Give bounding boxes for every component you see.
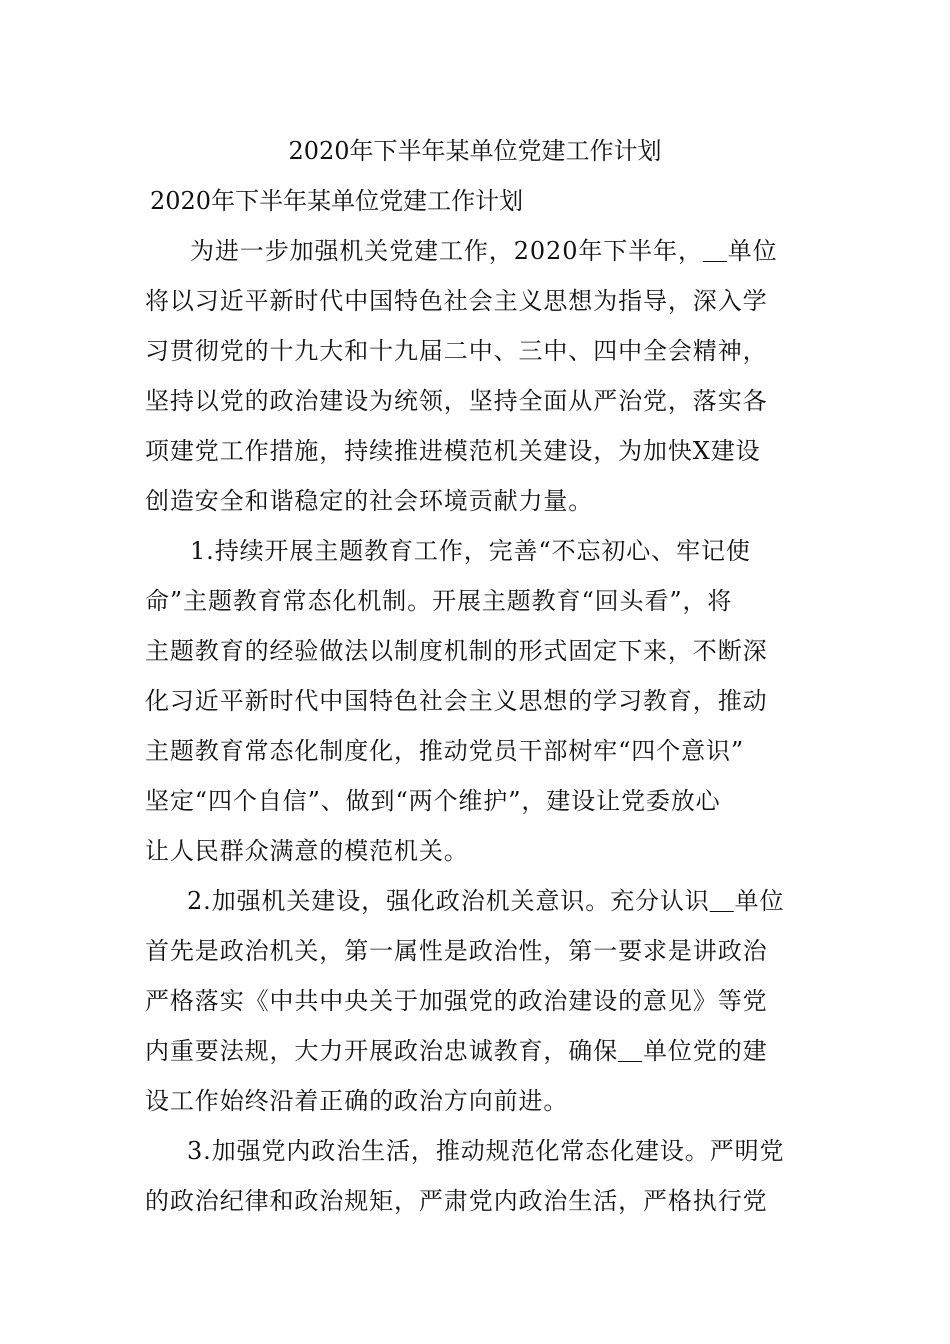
paragraph-1-line-4: 坚持以党的政治建设为统领，坚持全面从严治党，落实各 [145,387,768,415]
paragraph-3-line-3: 严格落实《中共中央关于加强党的政治建设的意见》等党 [145,987,768,1015]
document-title: 2020年下半年某单位党建工作计划 [288,137,662,165]
paragraph-2-line-1: 1.持续开展主题教育工作，完善“不忘初心、牢记使 [190,537,751,565]
paragraph-3-line-2: 首先是政治机关，第一属性是政治性，第一要求是讲政治 [145,937,768,965]
paragraph-2-line-4: 化习近平新时代中国特色社会主义思想的学习教育，推动 [145,687,768,715]
paragraph-1-line-5: 项建党工作措施，持续推进模范机关建设，为加快X建设 [145,437,761,465]
paragraph-2-line-3: 主题教育的经验做法以制度机制的形式固定下来，不断深 [145,637,768,665]
paragraph-4-line-2: 的政治纪律和政治规矩，严肃党内政治生活，严格执行党 [145,1187,768,1215]
paragraph-1-line-1: 为进一步加强机关党建工作，2020年下半年，＿单位 [190,237,778,265]
paragraph-3-line-1: 2.加强机关建设，强化政治机关意识。充分认识＿单位 [187,887,785,915]
paragraph-3-line-4: 内重要法规，大力开展政治忠诚教育，确保＿单位党的建 [145,1037,768,1065]
paragraph-1-line-3: 习贯彻党的十九大和十九届二中、三中、四中全会精神， [145,337,768,365]
paragraph-2-line-6: 坚定“四个自信”、做到“两个维护”，建设让党委放心 [145,787,721,815]
paragraph-2-line-7: 让人民群众满意的模范机关。 [145,837,469,865]
paragraph-1-line-6: 创造安全和谐稳定的社会环境贡献力量。 [145,487,594,515]
document-subtitle: 2020年下半年某单位党建工作计划 [150,187,524,215]
paragraph-3-line-5: 设工作始终沿着正确的政治方向前进。 [145,1087,569,1115]
paragraph-2-line-2: 命”主题教育常态化机制。开展主题教育“回头看”，将 [145,587,733,615]
paragraph-1-line-2: 将以习近平新时代中国特色社会主义思想为指导，深入学 [145,287,768,315]
paragraph-4-line-1: 3.加强党内政治生活，推动规范化常态化建设。严明党 [187,1137,785,1165]
paragraph-2-line-5: 主题教育常态化制度化，推动党员干部树牢“四个意识” [145,737,745,765]
